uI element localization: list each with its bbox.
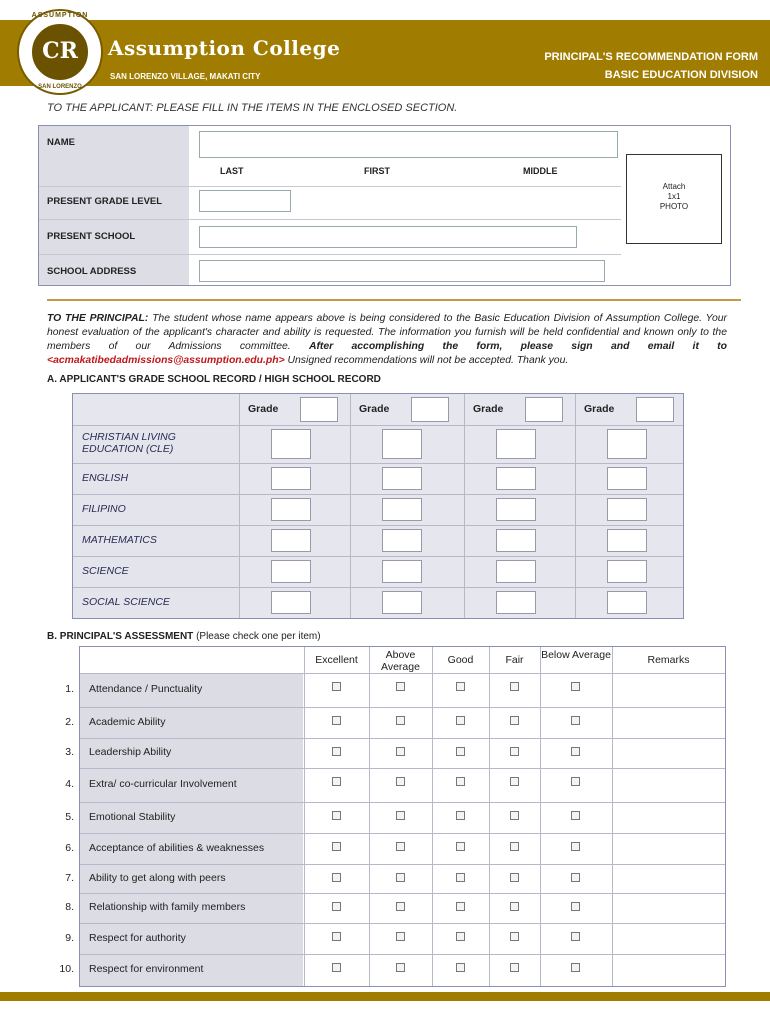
rating-checkbox[interactable] bbox=[571, 932, 580, 941]
section-b-note: (Please check one per item) bbox=[196, 631, 321, 642]
item-label: Attendance / Punctuality bbox=[89, 683, 203, 695]
remarks-cell[interactable] bbox=[613, 803, 724, 832]
rating-checkbox[interactable] bbox=[510, 747, 519, 756]
grade-input[interactable] bbox=[382, 591, 422, 614]
grade-input[interactable] bbox=[271, 591, 311, 614]
subject-label: FILIPINO bbox=[82, 503, 126, 515]
rating-checkbox[interactable] bbox=[571, 963, 580, 972]
item-number: 7. bbox=[65, 871, 74, 884]
rating-checkbox[interactable] bbox=[332, 811, 341, 820]
rating-checkbox[interactable] bbox=[510, 963, 519, 972]
photo-line3: PHOTO bbox=[659, 202, 689, 211]
principal-note bbox=[47, 312, 727, 368]
grade-input[interactable] bbox=[382, 467, 422, 490]
grade-input[interactable] bbox=[496, 591, 536, 614]
rating-checkbox[interactable] bbox=[396, 932, 405, 941]
name-input[interactable] bbox=[199, 131, 618, 158]
item-number: 4. bbox=[65, 778, 74, 790]
rating-checkbox[interactable] bbox=[571, 902, 580, 911]
grade-header-label: Grade bbox=[359, 403, 390, 415]
grade-input[interactable] bbox=[271, 498, 311, 521]
item-number: 6. bbox=[65, 841, 74, 854]
grade-input[interactable] bbox=[607, 560, 647, 583]
subject-label: ENGLISH bbox=[82, 472, 129, 484]
rating-checkbox[interactable] bbox=[510, 716, 519, 725]
principal-note-tail: Unsigned recommendations will not be accepted. Thank you. bbox=[284, 355, 569, 366]
principal-note-lead: TO THE PRINCIPAL: bbox=[47, 313, 149, 324]
rating-checkbox[interactable] bbox=[396, 902, 405, 911]
rating-checkbox[interactable] bbox=[510, 777, 519, 786]
photo-line1: Attach bbox=[662, 182, 686, 191]
item-number: 5. bbox=[65, 810, 74, 823]
rating-checkbox[interactable] bbox=[571, 716, 580, 725]
rating-checkbox[interactable] bbox=[396, 716, 405, 725]
rating-checkbox[interactable] bbox=[571, 842, 580, 851]
photo-box[interactable] bbox=[626, 154, 722, 244]
column-divider bbox=[369, 647, 370, 986]
section-a-title: A. APPLICANT'S GRADE SCHOOL RECORD / HIGH SCHOOL RECORD bbox=[47, 374, 381, 385]
rating-checkbox[interactable] bbox=[510, 682, 519, 691]
admissions-email-link[interactable]: <acmakatibedadmissions@assumption.edu.ph> bbox=[47, 355, 285, 366]
rating-checkbox[interactable] bbox=[332, 842, 341, 851]
photo-line2: 1x1 bbox=[667, 192, 681, 201]
grade-header-label: Grade bbox=[584, 403, 615, 415]
rating-checkbox[interactable] bbox=[396, 811, 405, 820]
rating-checkbox[interactable] bbox=[332, 777, 341, 786]
rating-checkbox[interactable] bbox=[332, 747, 341, 756]
item-label: Extra/ co-curricular Involvement bbox=[89, 778, 237, 790]
grade-input[interactable] bbox=[607, 467, 647, 490]
division-title: BASIC EDUCATION DIVISION bbox=[604, 69, 758, 81]
grade-input[interactable] bbox=[271, 560, 311, 583]
school-label-cell bbox=[39, 220, 189, 254]
college-name: Assumption College bbox=[108, 36, 341, 60]
rating-checkbox[interactable] bbox=[510, 932, 519, 941]
column-divider bbox=[304, 647, 305, 986]
grade-input[interactable] bbox=[382, 498, 422, 521]
last-name-label: LAST bbox=[220, 166, 244, 176]
assessment-header-0: Excellent bbox=[315, 654, 358, 666]
principal-note-text: The student whose name appears above is being considered to the Basic Education Division of Assumption College. Your honest evaluation of the applicant's character and ability is requested. The information you furnish will be held confidential and known only to the members of our Admissions committee. bbox=[47, 313, 727, 352]
rating-checkbox[interactable] bbox=[571, 747, 580, 756]
rating-checkbox[interactable] bbox=[456, 842, 465, 851]
grade-input[interactable] bbox=[271, 467, 311, 490]
rating-checkbox[interactable] bbox=[332, 932, 341, 941]
grade-input[interactable] bbox=[271, 429, 311, 459]
item-number: 8. bbox=[65, 901, 74, 913]
grade-input[interactable] bbox=[271, 529, 311, 552]
remarks-cell[interactable] bbox=[613, 708, 724, 737]
assessment-header-1: Above Average bbox=[381, 649, 420, 673]
remarks-cell[interactable] bbox=[613, 769, 724, 801]
grade-level-label-cell bbox=[39, 187, 189, 219]
column-divider bbox=[432, 647, 433, 986]
rating-checkbox[interactable] bbox=[456, 777, 465, 786]
grade-input[interactable] bbox=[496, 429, 536, 459]
subject-label: SOCIAL SCIENCE bbox=[82, 596, 170, 608]
item-number: 10. bbox=[59, 963, 74, 975]
grade-header-input[interactable] bbox=[300, 397, 338, 422]
grade-input[interactable] bbox=[382, 529, 422, 552]
rating-checkbox[interactable] bbox=[571, 873, 580, 882]
rating-checkbox[interactable] bbox=[456, 716, 465, 725]
rating-checkbox[interactable] bbox=[456, 747, 465, 756]
seal-top-text: ASSUMPTION bbox=[31, 12, 89, 19]
rating-checkbox[interactable] bbox=[332, 873, 341, 882]
name-label: NAME bbox=[47, 137, 75, 148]
item-number: 3. bbox=[65, 746, 74, 758]
grade-input[interactable] bbox=[496, 498, 536, 521]
remarks-cell[interactable] bbox=[613, 739, 724, 767]
rating-checkbox[interactable] bbox=[396, 777, 405, 786]
assessment-header-3: Fair bbox=[505, 654, 524, 666]
column-divider bbox=[540, 647, 541, 986]
rating-checkbox[interactable] bbox=[396, 682, 405, 691]
item-label: Acceptance of abilities & weaknesses bbox=[89, 841, 265, 854]
grade-input[interactable] bbox=[607, 591, 647, 614]
rating-checkbox[interactable] bbox=[456, 682, 465, 691]
item-label: Relationship with family members bbox=[89, 901, 246, 913]
remarks-cell[interactable] bbox=[613, 865, 724, 892]
rating-checkbox[interactable] bbox=[332, 963, 341, 972]
rating-checkbox[interactable] bbox=[510, 902, 519, 911]
rating-checkbox[interactable] bbox=[571, 682, 580, 691]
rating-checkbox[interactable] bbox=[332, 716, 341, 725]
grade-level-input[interactable] bbox=[199, 190, 291, 212]
rating-checkbox[interactable] bbox=[332, 682, 341, 691]
assessment-header-2: Good bbox=[447, 654, 474, 666]
row-divider bbox=[73, 525, 683, 526]
name-label-cell bbox=[39, 126, 189, 186]
school-input[interactable] bbox=[199, 226, 577, 248]
remarks-cell[interactable] bbox=[613, 955, 724, 985]
rating-checkbox[interactable] bbox=[456, 873, 465, 882]
school-label: PRESENT SCHOOL bbox=[47, 231, 136, 242]
first-name-label: FIRST bbox=[364, 166, 390, 176]
rating-checkbox[interactable] bbox=[510, 811, 519, 820]
college-address: SAN LORENZO VILLAGE, MAKATI CITY bbox=[110, 72, 261, 81]
rating-checkbox[interactable] bbox=[510, 842, 519, 851]
item-label: Respect for authority bbox=[89, 931, 186, 944]
row-divider bbox=[73, 463, 683, 464]
remarks-cell[interactable] bbox=[613, 834, 724, 863]
middle-name-label: MIDDLE bbox=[523, 166, 558, 176]
grade-header-input[interactable] bbox=[525, 397, 563, 422]
column-divider bbox=[239, 394, 240, 618]
rating-checkbox[interactable] bbox=[332, 902, 341, 911]
subject-label: SCIENCE bbox=[82, 565, 129, 577]
footer-bar bbox=[0, 992, 770, 1001]
column-divider bbox=[350, 394, 351, 618]
row-divider bbox=[73, 425, 683, 426]
college-seal-icon bbox=[17, 9, 103, 95]
column-divider bbox=[575, 394, 576, 618]
rating-checkbox[interactable] bbox=[456, 932, 465, 941]
address-label: SCHOOL ADDRESS bbox=[47, 266, 137, 277]
grade-level-label: PRESENT GRADE LEVEL bbox=[47, 196, 163, 207]
grade-header-label: Grade bbox=[248, 403, 279, 415]
row-divider bbox=[73, 494, 683, 495]
address-label-cell bbox=[39, 255, 189, 285]
rating-checkbox[interactable] bbox=[396, 873, 405, 882]
rating-checkbox[interactable] bbox=[396, 842, 405, 851]
rating-checkbox[interactable] bbox=[571, 777, 580, 786]
rating-checkbox[interactable] bbox=[571, 811, 580, 820]
section-b-title: B. PRINCIPAL'S ASSESSMENT (Please check one per item) bbox=[47, 631, 321, 642]
rating-checkbox[interactable] bbox=[456, 963, 465, 972]
row-divider bbox=[73, 587, 683, 588]
form-title-block bbox=[544, 48, 758, 84]
subject-label: CHRISTIAN LIVING EDUCATION (CLE) bbox=[82, 431, 176, 455]
item-label: Respect for environment bbox=[89, 963, 204, 975]
grade-input[interactable] bbox=[382, 560, 422, 583]
grade-input[interactable] bbox=[496, 529, 536, 552]
remarks-cell[interactable] bbox=[613, 674, 724, 706]
column-divider bbox=[464, 394, 465, 618]
column-divider bbox=[489, 647, 490, 986]
applicant-instruction: TO THE APPLICANT: PLEASE FILL IN THE ITEMS IN THE ENCLOSED SECTION. bbox=[47, 102, 458, 114]
seal-monogram: CR bbox=[42, 38, 78, 64]
rating-checkbox[interactable] bbox=[510, 873, 519, 882]
section-divider bbox=[47, 299, 741, 301]
grade-input[interactable] bbox=[496, 560, 536, 583]
rating-checkbox[interactable] bbox=[396, 747, 405, 756]
grade-input[interactable] bbox=[607, 429, 647, 459]
principal-note-bold: After accomplishing the form, please sign and email it to bbox=[308, 341, 727, 352]
rating-checkbox[interactable] bbox=[396, 963, 405, 972]
assessment-header-4: Below Average bbox=[541, 649, 611, 661]
remarks-cell[interactable] bbox=[613, 894, 724, 922]
remarks-cell[interactable] bbox=[613, 924, 724, 953]
grade-input[interactable] bbox=[382, 429, 422, 459]
item-label: Academic Ability bbox=[89, 715, 166, 728]
item-number: 9. bbox=[65, 931, 74, 944]
grade-header-input[interactable] bbox=[636, 397, 674, 422]
rating-checkbox[interactable] bbox=[456, 811, 465, 820]
grade-input[interactable] bbox=[607, 529, 647, 552]
item-number: 2. bbox=[65, 715, 74, 728]
item-label: Emotional Stability bbox=[89, 810, 176, 823]
grade-header-label: Grade bbox=[473, 403, 504, 415]
seal-bottom-text: SAN LORENZO bbox=[38, 84, 82, 90]
school-address-input[interactable] bbox=[199, 260, 605, 282]
item-number: 1. bbox=[65, 683, 74, 695]
grade-input[interactable] bbox=[496, 467, 536, 490]
rating-checkbox[interactable] bbox=[456, 902, 465, 911]
form-title: PRINCIPAL'S RECOMMENDATION FORM bbox=[544, 51, 758, 63]
row-divider bbox=[73, 556, 683, 557]
subject-label: MATHEMATICS bbox=[82, 534, 157, 546]
item-label: Leadership Ability bbox=[89, 746, 172, 758]
assessment-header-5: Remarks bbox=[647, 654, 690, 666]
item-label: Ability to get along with peers bbox=[89, 871, 226, 884]
grade-header-input[interactable] bbox=[411, 397, 449, 422]
grade-input[interactable] bbox=[607, 498, 647, 521]
